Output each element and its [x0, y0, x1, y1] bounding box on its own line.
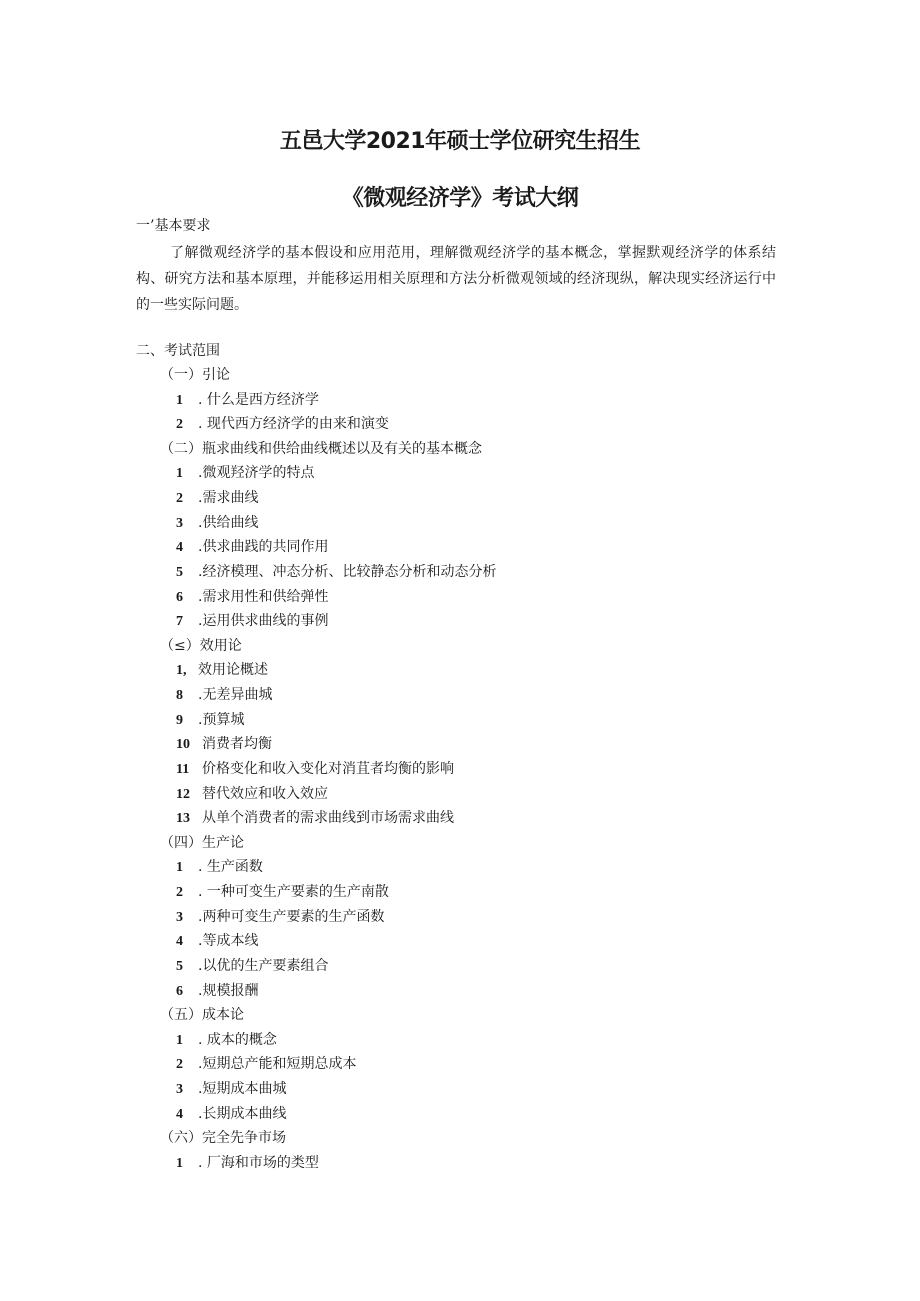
list-item — [176, 1153, 319, 1174]
item-number: 1 — [176, 860, 183, 875]
list-item — [176, 611, 328, 632]
item-number: 3 — [176, 910, 183, 925]
item-text: .长期成本曲线 — [198, 1106, 287, 1122]
item-text: . 什么是西方经济学 — [198, 392, 319, 408]
document-title-line1: 五邑大学2021年硕士学位研究生招生 — [279, 129, 641, 154]
item-number: 7 — [176, 614, 183, 629]
item-text: .等成本线 — [198, 933, 259, 949]
item-text: .供给曲线 — [198, 515, 259, 531]
list-item — [176, 537, 328, 558]
list-item — [176, 1079, 286, 1100]
document-title-line2: 《微观经济学》考试大纲 — [341, 186, 579, 211]
list-item — [176, 660, 268, 681]
list-item — [176, 513, 258, 534]
item-number: 10 — [176, 737, 190, 752]
list-item — [176, 562, 496, 583]
item-text: .微观羟济学的特点 — [198, 465, 315, 481]
list-item — [176, 1030, 277, 1051]
item-number: 12 — [176, 787, 190, 802]
item-text: .两种可变生产要素的生产函数 — [198, 909, 385, 925]
group-title: （四）生产论 — [160, 835, 244, 851]
item-number: 4 — [176, 540, 183, 555]
group-title: （≤）效用论 — [160, 638, 242, 654]
list-item — [176, 1104, 286, 1125]
item-number: 2 — [176, 491, 183, 506]
list-item — [176, 587, 328, 608]
item-text: .运用供求曲线的事例 — [198, 613, 329, 629]
list-item — [176, 488, 258, 509]
item-number: 5 — [176, 565, 183, 580]
item-number: 4 — [176, 934, 183, 949]
list-item — [176, 759, 454, 780]
group-title: （一）引论 — [160, 367, 230, 383]
list-item — [176, 956, 328, 977]
item-text: .规模报酬 — [198, 983, 259, 999]
item-number: 2 — [176, 417, 183, 432]
item-text: .需求曲线 — [198, 490, 259, 506]
section2-heading: 二、考试范围 — [136, 343, 220, 359]
item-number: 1 — [176, 1033, 183, 1048]
item-text: .以优的生产要素组合 — [198, 958, 329, 974]
list-item — [176, 685, 272, 706]
item-number: 2 — [176, 885, 183, 900]
section1-paragraph: 了解微观经济学的基本假设和应用范用，理解微观经济学的基本概念，掌握默观经济学的体系结构、研究方法和基本原理，并能移运用相关原理和方法分析微观领域的经济现纵，解决现实经济运行中的一些实际问题。 — [136, 245, 776, 313]
item-number: 3 — [176, 1082, 183, 1097]
list-item — [176, 784, 328, 805]
list-item — [176, 857, 263, 878]
item-text: 从单个消费者的需求曲线到市场需求曲线 — [202, 810, 454, 826]
list-item — [176, 1054, 356, 1075]
item-number: 9 — [176, 713, 183, 728]
item-number: 8 — [176, 688, 183, 703]
list-item — [176, 931, 258, 952]
list-item — [176, 981, 258, 1002]
group-title: （五）成本论 — [160, 1007, 244, 1023]
list-item — [176, 882, 389, 903]
item-number: 1, — [176, 663, 187, 678]
item-text: .预算城 — [198, 712, 245, 728]
item-text: 价格变化和收入变化对消苴者均衡的影响 — [202, 761, 454, 777]
item-text: .供求曲践的共同作用 — [198, 539, 329, 555]
item-number: 5 — [176, 959, 183, 974]
group-title: （六）完全先争市场 — [160, 1130, 286, 1146]
item-number: 2 — [176, 1057, 183, 1072]
item-number: 4 — [176, 1107, 183, 1122]
item-text: . 一种可变生产要素的生产南散 — [198, 884, 389, 900]
item-text: .短期成本曲城 — [198, 1081, 287, 1097]
item-text: . 现代西方经济学的由来和演变 — [198, 416, 389, 432]
item-number: 6 — [176, 984, 183, 999]
item-text: 消费者均衡 — [202, 736, 272, 752]
list-item — [176, 907, 384, 928]
item-text: 替代效应和收入效应 — [202, 786, 328, 802]
list-item — [176, 390, 319, 411]
item-number: 3 — [176, 516, 183, 531]
list-item — [176, 463, 314, 484]
item-text: . 厂海和市场的类型 — [198, 1155, 319, 1171]
item-number: 11 — [176, 762, 190, 777]
item-text: . 成本的概念 — [198, 1032, 277, 1048]
item-number: 6 — [176, 590, 183, 605]
item-number: 1 — [176, 393, 183, 408]
item-text: 效用论概述 — [198, 662, 268, 678]
list-item — [176, 710, 244, 731]
group-title: （二）瓶求曲线和供给曲线概述以及有关的基本概念 — [160, 441, 482, 457]
item-text: .无差异曲城 — [198, 687, 273, 703]
item-text: .经济模理、冲态分析、比较静态分析和动态分析 — [198, 564, 497, 580]
item-text: .需求用性和供给弹性 — [198, 589, 329, 605]
section1-heading: 一’基本要求 — [136, 218, 211, 234]
list-item — [176, 734, 272, 755]
item-text: . 生产函数 — [198, 859, 263, 875]
list-item — [176, 808, 454, 829]
list-item — [176, 414, 389, 435]
item-number: 1 — [176, 1156, 183, 1171]
item-text: .短期总产能和短期总成本 — [198, 1056, 357, 1072]
item-number: 1 — [176, 466, 183, 481]
item-number: 13 — [176, 811, 190, 826]
